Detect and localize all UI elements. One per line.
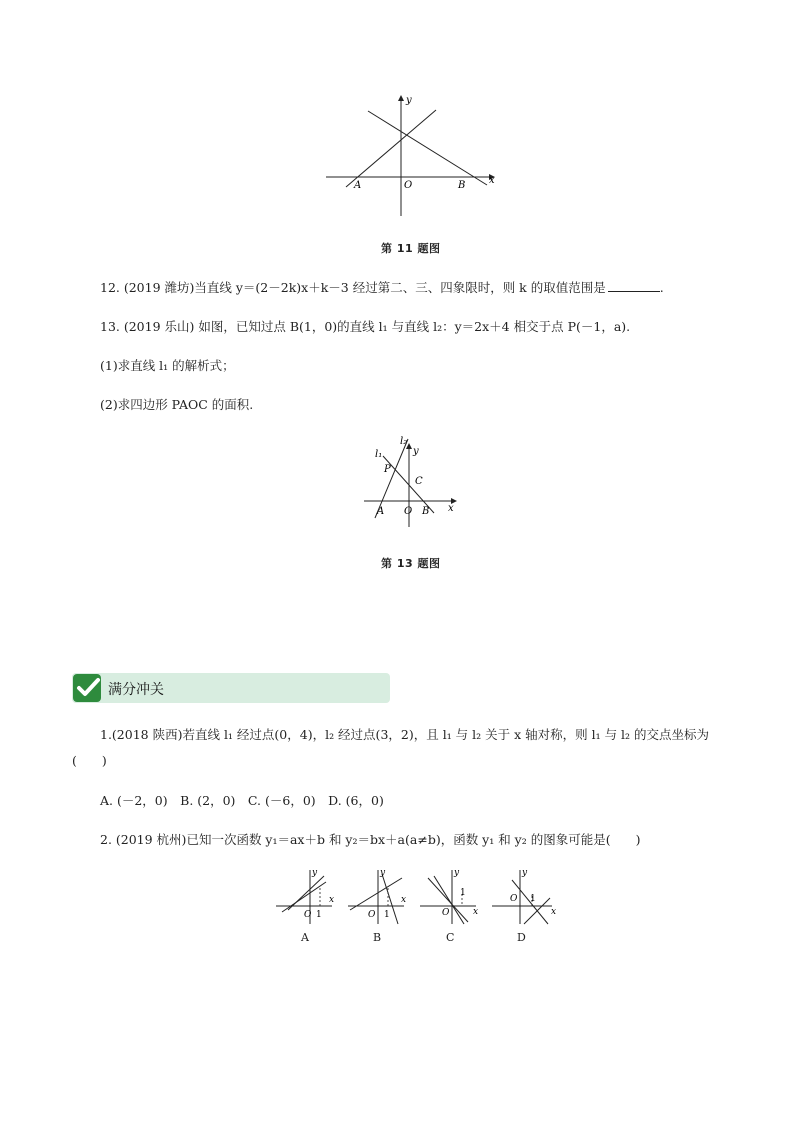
point-a-label: A xyxy=(354,180,362,191)
graph-b-label: B xyxy=(373,931,382,944)
graph-d-label: D xyxy=(517,931,526,944)
graph-a-label: A xyxy=(301,931,309,944)
x-label: x xyxy=(401,895,407,905)
x-label: x xyxy=(329,895,335,905)
one-label: 1 xyxy=(460,888,466,898)
line-b xyxy=(368,111,487,185)
mastery-question-1-bracket: ( ) xyxy=(72,753,107,768)
point-c-label: C xyxy=(415,476,423,487)
line-1 xyxy=(282,882,326,912)
line-a xyxy=(346,110,436,187)
origin-label: O xyxy=(404,180,413,191)
question-13-part2: (2)求四边形 PAOC 的面积. xyxy=(100,397,254,412)
y-label: y xyxy=(312,868,318,878)
l2-label: l₂ xyxy=(400,436,408,447)
figure-11-caption: 第 11 题图 xyxy=(381,242,441,255)
y-label: y xyxy=(413,446,419,457)
origin-label: O xyxy=(404,506,413,517)
point-b-label: B xyxy=(458,180,466,191)
graph-c-label: C xyxy=(446,931,455,944)
one-label: 1 xyxy=(316,910,322,920)
point-b-label: B xyxy=(422,506,430,517)
point-p-label: P xyxy=(384,464,391,475)
one-label: 1 xyxy=(384,910,390,920)
figure-13 xyxy=(362,434,462,529)
graph-d xyxy=(490,866,558,926)
y-label: y xyxy=(406,95,412,106)
origin-label: O xyxy=(368,910,376,920)
question-12-text: 12. (2019 潍坊)当直线 y＝(2－2k)x＋k－3 经过第二、三、四象限时，则 k 的取值范围是 xyxy=(100,280,606,295)
point-a-label: A xyxy=(377,506,385,517)
origin-label: O xyxy=(510,894,518,904)
graph-a xyxy=(274,866,338,926)
origin-label: O xyxy=(442,908,450,918)
mastery-question-1-options: A. (－2，0) B. (2，0) C. (－6，0) D. (6，0) xyxy=(100,793,384,808)
check-icon xyxy=(72,672,104,704)
graph-c xyxy=(418,866,482,926)
x-label: x xyxy=(489,175,495,186)
question-13: 13. (2019 乐山) 如图，已知过点 B(1，0)的直线 l₁ 与直线 l₂：y＝2x＋4 相交于点 P(－1，a). xyxy=(100,319,631,334)
answer-blank[interactable] xyxy=(608,279,660,292)
mastery-question-1: 1.(2018 陕西)若直线 l₁ 经过点(0，4)，l₂ 经过点(3，2)，且 l₁ 与 l₂ 关于 x 轴对称，则 l₁ 与 l₂ 的交点坐标为 xyxy=(100,727,710,742)
x-label: x xyxy=(448,503,454,514)
one-label: 1 xyxy=(530,894,536,904)
question-12-end: . xyxy=(659,280,664,295)
l1-label: l₁ xyxy=(375,449,383,460)
question-12 xyxy=(100,279,664,297)
x-label: x xyxy=(473,907,479,917)
question-13-part1: (1)求直线 l₁ 的解析式； xyxy=(100,358,235,373)
line-2 xyxy=(288,876,324,910)
y-label: y xyxy=(454,868,460,878)
section-banner xyxy=(72,673,390,703)
origin-label: O xyxy=(304,910,312,920)
y-label: y xyxy=(380,868,386,878)
figure-11 xyxy=(322,92,502,222)
y-label: y xyxy=(522,868,528,878)
section-title: 满分冲关 xyxy=(108,682,164,698)
line-1 xyxy=(350,878,402,910)
graph-b xyxy=(346,866,410,926)
line-2 xyxy=(524,898,550,924)
mastery-question-2: 2. (2019 杭州)已知一次函数 y₁＝ax＋b 和 y₂＝bx＋a(a≠b)，函数 y₁ 和 y₂ 的图象可能是( ) xyxy=(100,832,641,847)
x-label: x xyxy=(551,907,557,917)
figure-13-caption: 第 13 题图 xyxy=(381,557,441,570)
